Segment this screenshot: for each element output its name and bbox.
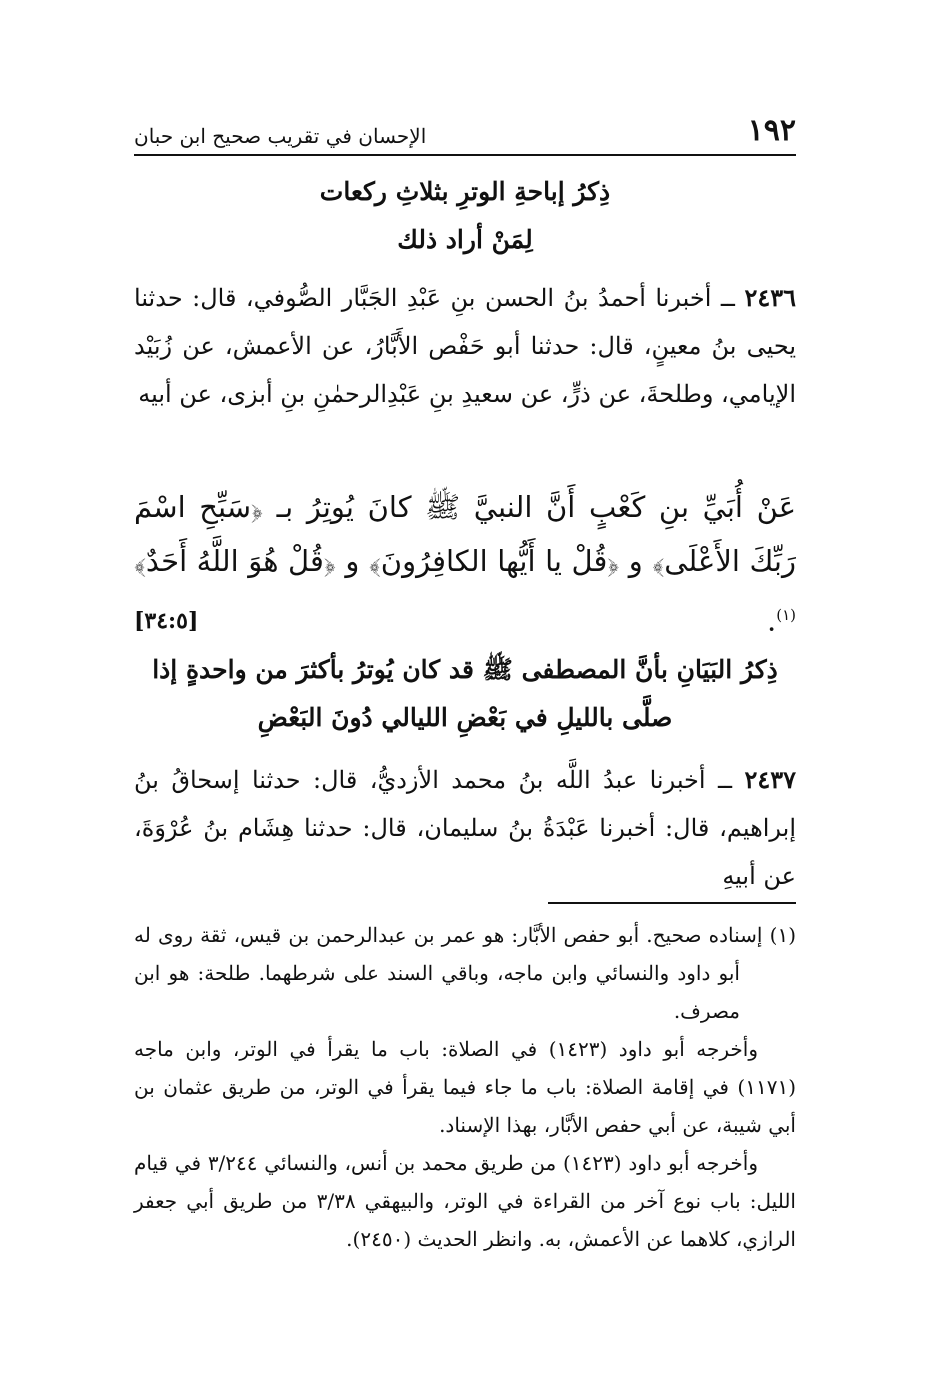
footnote-1: [134, 916, 796, 1030]
chapter-heading-2: [134, 646, 796, 742]
matn-end-dot: .: [767, 603, 777, 638]
footnote-marker: (١): [776, 606, 796, 624]
footnote-1-paragraph-3: وأخرجه أبو داود (١٤٢٣) من طريق محمد بن أنس، والنسائي ٣/٢٤٤ في قيام الليل: باب نوع آخر من القراءة في الوتر، والبيهقي ٣/٣٨ من طريق أبي جعفر الرازي، كلاهما عن الأعمش، به. وانظر الحديث (٢٤٥٠).: [134, 1151, 796, 1251]
footnote-number: (١): [769, 923, 796, 947]
book-title: الإحسان في تقريب صحيح ابن حبان: [134, 124, 427, 148]
footnote-1-paragraph-2: وأخرجه أبو داود (١٤٢٣) في الصلاة: باب ما يقرأ في الوتر، وابن ماجه (١١٧١) في إقامة الصلاة: باب ما جاء فيما يقرأ في الوتر، من طريق عثمان بن أبي شيبة، عن أبي حفص الأبَّار، بهذا الإسناد.: [134, 1037, 796, 1137]
chapter-heading-2-line-1: ذِكرُ البَيَانِ بأنَّ المصطفى ﷺ قد كان يُوترُ بأكثرَ من واحدةٍ إذا: [152, 655, 778, 684]
matn-block: [134, 480, 796, 648]
running-head: [134, 108, 796, 148]
hadith-2437: [134, 756, 796, 900]
hadith-number: ٢٤٣٧: [744, 765, 796, 794]
hadith-number: ٢٤٣٦: [744, 283, 796, 312]
page-number: ١٩٢: [747, 113, 796, 148]
header-divider: [134, 154, 796, 156]
chapter-heading-1-line-1: ذِكرُ إباحةِ الوترِ بثلاثِ ركعات: [319, 177, 611, 206]
footnote-divider: [548, 902, 796, 904]
hadith-2436-isnad: [134, 274, 796, 418]
isnad-text: ــ أخبرنا أحمدُ بنُ الحسن بنِ عَبْدِ الجَبَّار الصُّوفي، قال: حدثنا يحيى بنُ معينٍ، قال: حدثنا أبو حَفْص الأَبَّارُ، عن الأعمش، عن زُبَيْد الإيامي، وطلحةَ، عن ذرٍّ، عن سعيدِ بنِ عَبْدِالرحمٰنِ بنِ أبزى، عن أبيه: [134, 284, 796, 408]
chapter-heading-2-line-2: صلَّى بالليلِ في بَعْضِ الليالي دُونَ البَعْضِ: [257, 703, 673, 732]
matn-text: عَنْ أُبَيِّ بنِ كَعْبٍ أَنَّ النبيَّ ﷺ كانَ يُوتِرُ بـ ﴿سَبِّحِ اسْمَ رَبِّكَ الأَعْلَى﴾ و ﴿قُلْ يا أَيُّها الكافِرُونَ﴾ و ﴿قُلْ هُوَ اللَّهُ أَحَدٌ﴾: [134, 490, 796, 578]
source-reference: [٣٤:٥]: [134, 607, 199, 634]
chapter-heading-1: [134, 168, 796, 264]
chapter-heading-1-line-2: لِمَنْ أراد ذلك: [397, 225, 533, 254]
footnote-text: إسناده صحيح. أبو حفص الأبَّار: هو عمر بن عبدالرحمن بن قيس، ثقة روى له أبو داود والنسائي وابن ماجه، وباقي السند على شرطهما. طلحة: هو ابن مصرف.: [134, 923, 763, 1023]
hadith-text: ــ أخبرنا عبدُ اللَّه بنُ محمد الأزديُّ، قال: حدثنا إسحاقُ بنُ إبراهيم، قال: أخبرنا عَبْدَةُ بنُ سليمان، قال: حدثنا هِشَام بنُ عُرْوَةَ، عن أبيهِ: [134, 766, 796, 890]
hadith-2436-matn: [134, 480, 796, 648]
footnotes: [134, 916, 796, 1258]
